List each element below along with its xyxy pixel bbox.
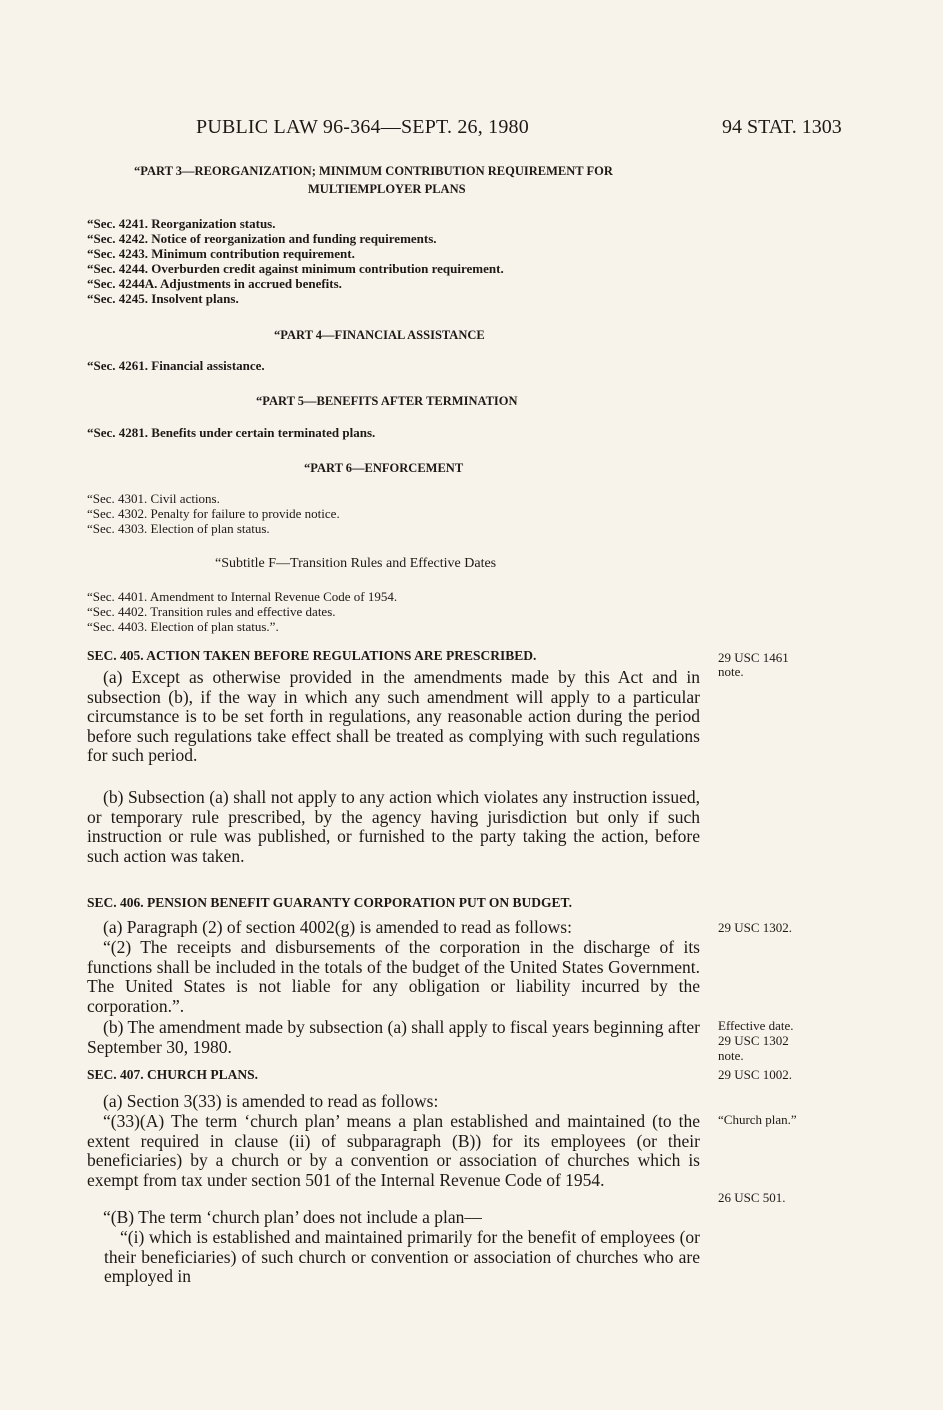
toc-entry: “Sec. 4402. Transition rules and effective dates.	[87, 604, 336, 619]
toc-entry: “Sec. 4245. Insolvent plans.	[87, 291, 239, 306]
part3-heading-line2: MULTIEMPLOYER PLANS	[308, 182, 466, 196]
sec-405-margin-note-2: note.	[718, 664, 744, 679]
sec-407-margin-note: 29 USC 1002.	[718, 1067, 793, 1082]
sec-405-para-b: (b) Subsection (a) shall not apply to any action which violates any instruction issued, or temporary rule prescribed, by the agency having jurisdiction but only if such instruction or rule was published, or furnished to the party taking the action, before such action was taken.	[87, 787, 700, 866]
toc-entry: “Sec. 4242. Notice of reorganization and funding requirements.	[87, 231, 437, 246]
part3-heading-line1: “PART 3—REORGANIZATION; MINIMUM CONTRIBUTION REQUIREMENT FOR	[134, 164, 613, 178]
page-header-stat: 94 STAT. 1303	[722, 116, 842, 138]
toc-entry: “Sec. 4301. Civil actions.	[87, 491, 220, 506]
sec-406-para-b: (b) The amendment made by subsection (a) shall apply to fiscal years beginning after September 30, 1980.	[87, 1017, 700, 1057]
sec-407-para-i: “(i) which is established and maintained primarily for the benefit of employees (or their beneficiaries) of such church or convention or association of churches who are employed in	[104, 1227, 700, 1286]
usc-501-margin-note: 26 USC 501.	[718, 1190, 786, 1205]
sec-405-margin-note-1: 29 USC 1461	[718, 650, 789, 665]
sec-406-margin-note-a: 29 USC 1302.	[718, 920, 793, 935]
toc-entry: “Sec. 4243. Minimum contribution requirement.	[87, 246, 355, 261]
toc-entry: “Sec. 4244A. Adjustments in accrued benefits.	[87, 276, 342, 291]
subtitle-f-heading: “Subtitle F—Transition Rules and Effective Dates	[215, 556, 497, 571]
sec-406-margin-note-b1: Effective date.	[718, 1018, 794, 1033]
part6-heading: “PART 6—ENFORCEMENT	[304, 461, 464, 475]
sec-407-para-a: (a) Section 3(33) is amended to read as follows:	[103, 1091, 439, 1111]
sec-406-para-a-quote: “(2) The receipts and disbursements of the corporation in the discharge of its functions shall be included in the totals of the budget of the United States Government. The United States is not liable for any obligation or liability incurred by the corporation.”.	[87, 937, 700, 1016]
sec-405-para-a: (a) Except as otherwise provided in the amendments made by this Act and in subsection (b), if the way in which any such amendment will apply to a particular circumstance is to be set forth in regulations, any reasonable action during the period before such regulations take effect shall be treated as complying with such regulations for such period.	[87, 667, 700, 765]
toc-entry: “Sec. 4403. Election of plan status.”.	[87, 619, 279, 634]
part4-heading: “PART 4—FINANCIAL ASSISTANCE	[274, 328, 485, 342]
sec-406-heading: SEC. 406. PENSION BENEFIT GUARANTY CORPORATION PUT ON BUDGET.	[87, 895, 572, 910]
toc-entry: “Sec. 4302. Penalty for failure to provide notice.	[87, 506, 340, 521]
sec-407-heading: SEC. 407. CHURCH PLANS.	[87, 1067, 259, 1082]
sec-406-margin-note-b2: 29 USC 1302	[718, 1033, 789, 1048]
toc-entry: “Sec. 4244. Overburden credit against minimum contribution requirement.	[87, 261, 504, 276]
sec-407-para-b: “(B) The term ‘church plan’ does not include a plan—	[103, 1207, 482, 1227]
church-plan-margin-note: “Church plan.”	[718, 1112, 797, 1127]
sec-407-para-33a: “(33)(A) The term ‘church plan’ means a plan established and maintained (to the extent required in clause (ii) of subparagraph (B)) for its employees (or their beneficiaries) by a church or by a convention or association of churches which is exempt from tax under section 501 of the Internal Revenue Code of 1954.	[87, 1111, 700, 1190]
toc-entry: “Sec. 4261. Financial assistance.	[87, 358, 265, 373]
sec-406-margin-note-b3: note.	[718, 1048, 744, 1063]
toc-entry: “Sec. 4241. Reorganization status.	[87, 216, 276, 231]
toc-entry: “Sec. 4281. Benefits under certain terminated plans.	[87, 425, 376, 440]
sec-405-heading: SEC. 405. ACTION TAKEN BEFORE REGULATIONS ARE PRESCRIBED.	[87, 648, 537, 663]
toc-entry: “Sec. 4401. Amendment to Internal Revenue Code of 1954.	[87, 589, 398, 604]
sec-406-para-a: (a) Paragraph (2) of section 4002(g) is amended to read as follows:	[103, 917, 572, 937]
toc-entry: “Sec. 4303. Election of plan status.	[87, 521, 270, 536]
page-header-title: PUBLIC LAW 96-364—SEPT. 26, 1980	[196, 116, 529, 138]
part5-heading: “PART 5—BENEFITS AFTER TERMINATION	[256, 394, 518, 408]
